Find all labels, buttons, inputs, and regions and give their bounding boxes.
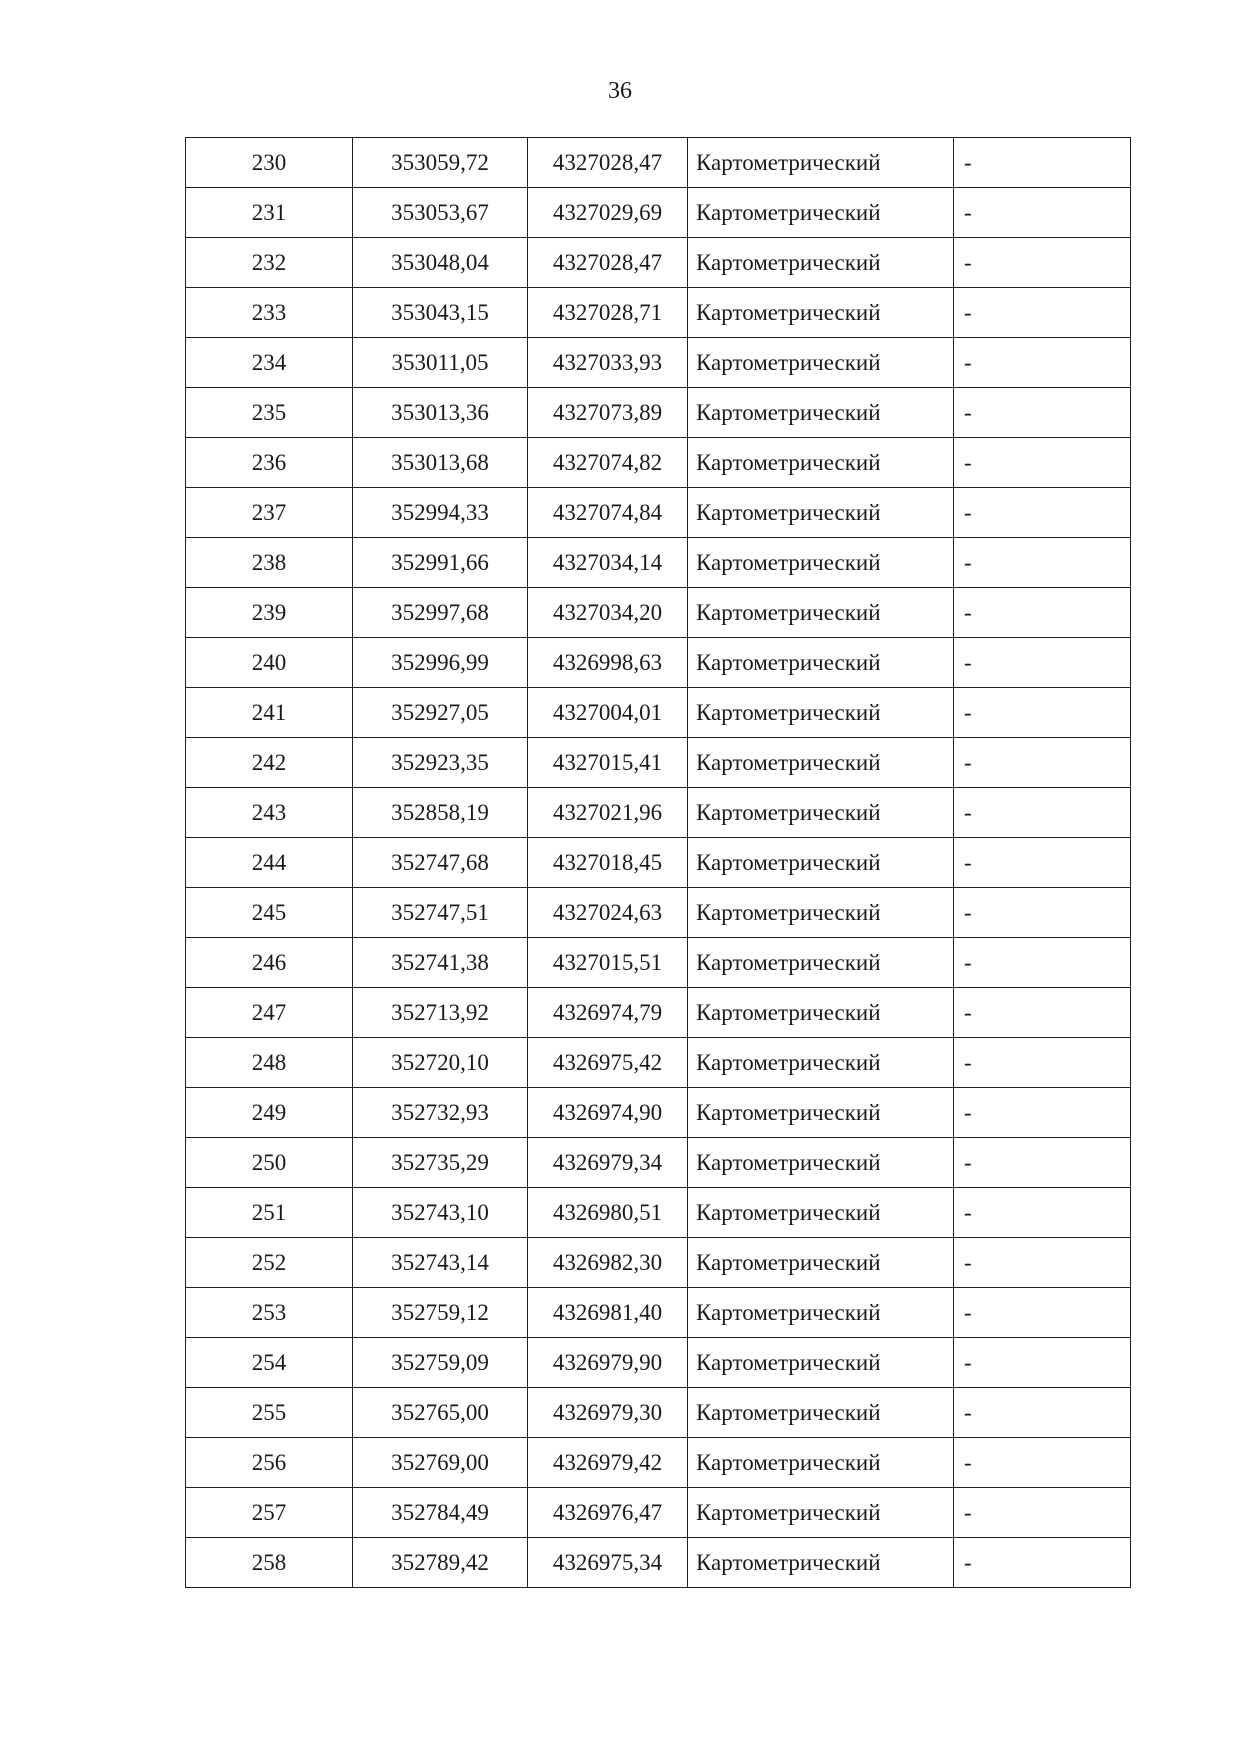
x-coordinate-cell: 353048,04: [353, 238, 528, 288]
x-coordinate-cell: 352765,00: [353, 1388, 528, 1438]
note-cell: -: [954, 438, 1131, 488]
table-row: [186, 1538, 1131, 1588]
note-cell: -: [954, 138, 1131, 188]
x-coordinate-cell: 352923,35: [353, 738, 528, 788]
table-row: [186, 188, 1131, 238]
point-number-cell: 256: [186, 1438, 353, 1488]
point-number-cell: 248: [186, 1038, 353, 1088]
method-cell: Картометрический: [688, 338, 954, 388]
y-coordinate-cell: 4327028,71: [528, 288, 688, 338]
note-cell: -: [954, 488, 1131, 538]
point-number-cell: 247: [186, 988, 353, 1038]
point-number-cell: 245: [186, 888, 353, 938]
y-coordinate-cell: 4326975,42: [528, 1038, 688, 1088]
note-cell: -: [954, 388, 1131, 438]
point-number-cell: 255: [186, 1388, 353, 1438]
note-cell: -: [954, 1288, 1131, 1338]
note-cell: -: [954, 1538, 1131, 1588]
table-row: [186, 1488, 1131, 1538]
y-coordinate-cell: 4326998,63: [528, 638, 688, 688]
y-coordinate-cell: 4327015,41: [528, 738, 688, 788]
x-coordinate-cell: 352735,29: [353, 1138, 528, 1188]
table-row: [186, 1188, 1131, 1238]
table-row: [186, 1438, 1131, 1488]
y-coordinate-cell: 4327033,93: [528, 338, 688, 388]
note-cell: -: [954, 1138, 1131, 1188]
point-number-cell: 253: [186, 1288, 353, 1338]
note-cell: -: [954, 1188, 1131, 1238]
note-cell: -: [954, 288, 1131, 338]
y-coordinate-cell: 4327074,84: [528, 488, 688, 538]
x-coordinate-cell: 352747,68: [353, 838, 528, 888]
table-row: [186, 538, 1131, 588]
point-number-cell: 239: [186, 588, 353, 638]
table-row: [186, 238, 1131, 288]
y-coordinate-cell: 4327024,63: [528, 888, 688, 938]
table-row: [186, 588, 1131, 638]
note-cell: -: [954, 788, 1131, 838]
y-coordinate-cell: 4327074,82: [528, 438, 688, 488]
method-cell: Картометрический: [688, 488, 954, 538]
point-number-cell: 250: [186, 1138, 353, 1188]
x-coordinate-cell: 353043,15: [353, 288, 528, 338]
table-row: [186, 1338, 1131, 1388]
table-row: [186, 838, 1131, 888]
x-coordinate-cell: 353013,68: [353, 438, 528, 488]
table-row: [186, 638, 1131, 688]
method-cell: Картометрический: [688, 1438, 954, 1488]
y-coordinate-cell: 4326975,34: [528, 1538, 688, 1588]
y-coordinate-cell: 4326974,90: [528, 1088, 688, 1138]
x-coordinate-cell: 352769,00: [353, 1438, 528, 1488]
table-row: [186, 888, 1131, 938]
x-coordinate-cell: 352747,51: [353, 888, 528, 938]
point-number-cell: 240: [186, 638, 353, 688]
table-row: [186, 388, 1131, 438]
y-coordinate-cell: 4327015,51: [528, 938, 688, 988]
note-cell: -: [954, 1388, 1131, 1438]
coordinates-table: [185, 137, 1131, 1588]
table-row: [186, 438, 1131, 488]
table-row: [186, 1238, 1131, 1288]
point-number-cell: 242: [186, 738, 353, 788]
note-cell: -: [954, 838, 1131, 888]
table-row: [186, 338, 1131, 388]
method-cell: Картометрический: [688, 288, 954, 338]
y-coordinate-cell: 4327028,47: [528, 238, 688, 288]
method-cell: Картометрический: [688, 1138, 954, 1188]
note-cell: -: [954, 238, 1131, 288]
method-cell: Картометрический: [688, 588, 954, 638]
method-cell: Картометрический: [688, 1388, 954, 1438]
point-number-cell: 235: [186, 388, 353, 438]
x-coordinate-cell: 352991,66: [353, 538, 528, 588]
point-number-cell: 231: [186, 188, 353, 238]
note-cell: -: [954, 938, 1131, 988]
y-coordinate-cell: 4326979,90: [528, 1338, 688, 1388]
method-cell: Картометрический: [688, 388, 954, 438]
point-number-cell: 257: [186, 1488, 353, 1538]
method-cell: Картометрический: [688, 1538, 954, 1588]
note-cell: -: [954, 888, 1131, 938]
note-cell: -: [954, 638, 1131, 688]
table-row: [186, 1088, 1131, 1138]
y-coordinate-cell: 4326981,40: [528, 1288, 688, 1338]
method-cell: Картометрический: [688, 938, 954, 988]
x-coordinate-cell: 352997,68: [353, 588, 528, 638]
point-number-cell: 243: [186, 788, 353, 838]
y-coordinate-cell: 4326982,30: [528, 1238, 688, 1288]
x-coordinate-cell: 353059,72: [353, 138, 528, 188]
y-coordinate-cell: 4327018,45: [528, 838, 688, 888]
page-number: 36: [608, 78, 632, 104]
note-cell: -: [954, 1038, 1131, 1088]
method-cell: Картометрический: [688, 188, 954, 238]
table-row: [186, 988, 1131, 1038]
table-row: [186, 1388, 1131, 1438]
table-row: [186, 288, 1131, 338]
method-cell: Картометрический: [688, 788, 954, 838]
method-cell: Картометрический: [688, 238, 954, 288]
coordinates-table-body: [186, 138, 1131, 1588]
x-coordinate-cell: 353013,36: [353, 388, 528, 438]
table-row: [186, 1288, 1131, 1338]
method-cell: Картометрический: [688, 638, 954, 688]
y-coordinate-cell: 4326980,51: [528, 1188, 688, 1238]
note-cell: -: [954, 338, 1131, 388]
table-row: [186, 738, 1131, 788]
method-cell: Картометрический: [688, 1238, 954, 1288]
table-row: [186, 938, 1131, 988]
method-cell: Картометрический: [688, 1088, 954, 1138]
note-cell: -: [954, 188, 1131, 238]
y-coordinate-cell: 4326976,47: [528, 1488, 688, 1538]
point-number-cell: 251: [186, 1188, 353, 1238]
note-cell: -: [954, 738, 1131, 788]
point-number-cell: 237: [186, 488, 353, 538]
note-cell: -: [954, 1088, 1131, 1138]
method-cell: Картометрический: [688, 1188, 954, 1238]
y-coordinate-cell: 4327073,89: [528, 388, 688, 438]
note-cell: -: [954, 538, 1131, 588]
point-number-cell: 254: [186, 1338, 353, 1388]
y-coordinate-cell: 4327029,69: [528, 188, 688, 238]
note-cell: -: [954, 588, 1131, 638]
method-cell: Картометрический: [688, 738, 954, 788]
table-row: [186, 688, 1131, 738]
point-number-cell: 234: [186, 338, 353, 388]
x-coordinate-cell: 352927,05: [353, 688, 528, 738]
point-number-cell: 258: [186, 1538, 353, 1588]
point-number-cell: 230: [186, 138, 353, 188]
x-coordinate-cell: 352732,93: [353, 1088, 528, 1138]
table-row: [186, 1038, 1131, 1088]
note-cell: -: [954, 1238, 1131, 1288]
note-cell: -: [954, 1488, 1131, 1538]
y-coordinate-cell: 4327004,01: [528, 688, 688, 738]
method-cell: Картометрический: [688, 1288, 954, 1338]
method-cell: Картометрический: [688, 988, 954, 1038]
x-coordinate-cell: 353053,67: [353, 188, 528, 238]
x-coordinate-cell: 352720,10: [353, 1038, 528, 1088]
table-row: [186, 788, 1131, 838]
x-coordinate-cell: 352996,99: [353, 638, 528, 688]
y-coordinate-cell: 4327021,96: [528, 788, 688, 838]
point-number-cell: 244: [186, 838, 353, 888]
y-coordinate-cell: 4327034,20: [528, 588, 688, 638]
note-cell: -: [954, 1438, 1131, 1488]
table-row: [186, 138, 1131, 188]
point-number-cell: 241: [186, 688, 353, 738]
y-coordinate-cell: 4327028,47: [528, 138, 688, 188]
y-coordinate-cell: 4326979,34: [528, 1138, 688, 1188]
x-coordinate-cell: 352741,38: [353, 938, 528, 988]
method-cell: Картометрический: [688, 838, 954, 888]
x-coordinate-cell: 353011,05: [353, 338, 528, 388]
point-number-cell: 233: [186, 288, 353, 338]
method-cell: Картометрический: [688, 688, 954, 738]
x-coordinate-cell: 352759,09: [353, 1338, 528, 1388]
x-coordinate-cell: 352858,19: [353, 788, 528, 838]
note-cell: -: [954, 988, 1131, 1038]
y-coordinate-cell: 4326979,42: [528, 1438, 688, 1488]
y-coordinate-cell: 4326979,30: [528, 1388, 688, 1438]
table-row: [186, 488, 1131, 538]
y-coordinate-cell: 4327034,14: [528, 538, 688, 588]
x-coordinate-cell: 352713,92: [353, 988, 528, 1038]
point-number-cell: 236: [186, 438, 353, 488]
note-cell: -: [954, 1338, 1131, 1388]
point-number-cell: 232: [186, 238, 353, 288]
x-coordinate-cell: 352743,14: [353, 1238, 528, 1288]
point-number-cell: 252: [186, 1238, 353, 1288]
method-cell: Картометрический: [688, 538, 954, 588]
y-coordinate-cell: 4326974,79: [528, 988, 688, 1038]
point-number-cell: 246: [186, 938, 353, 988]
note-cell: -: [954, 688, 1131, 738]
method-cell: Картометрический: [688, 1338, 954, 1388]
x-coordinate-cell: 352789,42: [353, 1538, 528, 1588]
point-number-cell: 249: [186, 1088, 353, 1138]
table-row: [186, 1138, 1131, 1188]
method-cell: Картометрический: [688, 138, 954, 188]
x-coordinate-cell: 352759,12: [353, 1288, 528, 1338]
point-number-cell: 238: [186, 538, 353, 588]
method-cell: Картометрический: [688, 438, 954, 488]
method-cell: Картометрический: [688, 1488, 954, 1538]
method-cell: Картометрический: [688, 1038, 954, 1088]
x-coordinate-cell: 352994,33: [353, 488, 528, 538]
x-coordinate-cell: 352743,10: [353, 1188, 528, 1238]
x-coordinate-cell: 352784,49: [353, 1488, 528, 1538]
method-cell: Картометрический: [688, 888, 954, 938]
